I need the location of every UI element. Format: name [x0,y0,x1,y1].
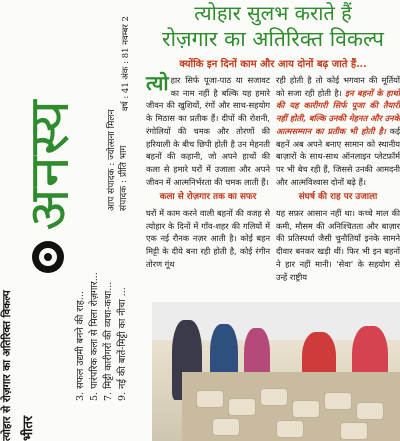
headline-block [146,0,400,70]
toc-item[interactable]: 5. पारंपरिक कला से मिला रोज़गार... [89,272,100,401]
magazine-logo-icon [32,241,64,273]
product-bag [260,388,288,406]
left-column [146,71,270,271]
paragraph: हार सिर्फ पूजा-पाठ या सजावट का नाम नहीं है बल्कि यह हमारे जीवन की खुशियों, रंगों और साथ-सहयोग के मिठास का प्रतीक हैं। दीपों की रोशनी, रंगोलियों की चमक और तोरणों की हरियाली के बीच छिपी होती है उन मेहनती बहनों की कहानी, जो अपने हाथों की कला से हमारे घरों में उजाला और अपने जीवन में आत्मनिर्भरता की चमक लाती हैं। [146,75,270,187]
article-columns [146,71,400,310]
market-stall-photo [152,302,400,441]
article-page [146,0,400,441]
issue-info: वर्ष : 41 अंक : 81 नवम्बर 2 [121,16,131,111]
headline-line-1: त्योहार सुलभ कराते हैं [194,1,352,25]
product-bag [324,392,352,410]
product-bag [292,400,320,418]
paragraph: यह सफ़र आसान नहीं था। कच्चे माल की कमी, मौसम की अनिश्चितता और बाज़ार की प्रतिस्पर्धा जैसी चुनौतियाँ इनके सामने दीवार बनकर खड़ी थीं। फिर भी इन बहनों ने हार नहीं मानी। 'सेवा' के सहयोग से उन्हें राष्ट्रीय [276,208,400,282]
product-bag [228,398,256,416]
paragraph: घरों में काम करने वाली बहनों की वजह से त्योहार के दिनों में गाँव-शहर की गलियों में एक नई रौनक नज़र आती है। कोई बहन मिट्टी के दीये बना रही होती है, कोई रंगीन तोरण गूंथ [146,208,270,269]
inside-label: भीतर [21,415,36,441]
toc-item[interactable]: 9. नई की बातें-मिट्टी का नीचा ... [117,287,128,401]
paragraph: रही होती है तो कोई भगवान की मूर्तियों को सजा रही होती है। [276,75,400,98]
toc-item[interactable]: 3. सफल उद्यमी बनने की राह... [75,291,86,401]
section-heading: संघर्ष की राह पर उजाला [298,192,378,203]
cover-side-strip [0,0,146,441]
headline-line-2: रोज़गार का अतिरिक्त विकल्प [162,27,384,51]
subheadline: क्योंकि इन दिनों काम और आय दोनों बढ़ जाते हैं... [179,59,367,70]
contents-heading: त्योहार से रोज़गार का अतिरिक्त विकल्प [1,290,13,441]
editor-line: आप संपादक : ज्योत्सना मिलन [107,109,117,211]
product-bag [340,422,368,440]
product-bag [356,402,384,420]
product-bag [196,390,224,408]
product-bag [276,420,304,438]
toc-item[interactable]: 7. मिट्टी कारीगरों की व्यथा-कथा... [103,281,114,401]
coeditor-line: संपादक : प्रीति भाग [119,145,129,211]
highlight-quote: इन बहनों के हाथों की यह कारीगरी सिर्फ पूजा की तैयारी नहीं होती, बल्कि उनकी मेहनत और उनके आत्मसम्मान का प्रतीक भी होती है। [276,87,400,136]
editor-credits [106,110,130,212]
right-column [276,74,400,283]
magazine-title: अनस्य [17,98,82,231]
paragraph: कई बहनें अब अपने बनाए सामान को स्थानीय बाज़ारों के साथ-साथ ऑनलाइन प्लेटफ़ॉर्म पर भी बेच रही हैं, जिससे उनकी आमदनी और आत्मविश्वास दोनों बढ़े हैं। [276,125,400,187]
drop-cap: त्यो [146,71,169,95]
rotated-cover-content [0,0,146,441]
section-heading: कला से रोज़गार तक का सफर [159,192,257,203]
table-of-contents [74,272,130,401]
product-bag [212,418,240,436]
